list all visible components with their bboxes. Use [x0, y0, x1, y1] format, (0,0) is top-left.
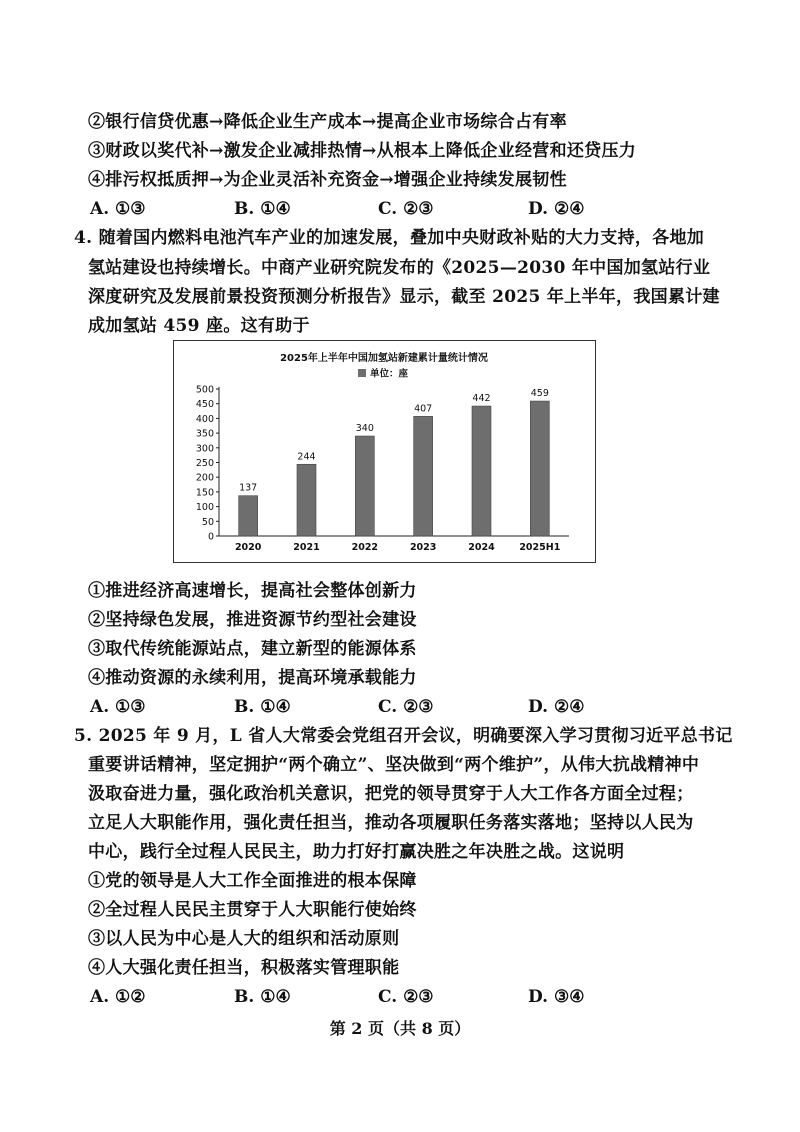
q4-statement-1: ①推进经济高速增长，提高社会整体创新力	[88, 581, 417, 601]
x-tick-label: 2023	[409, 542, 437, 553]
y-tick-label: 100	[195, 502, 214, 514]
data-label: 442	[472, 393, 491, 405]
q4-stem-line-1: 4. 随着国内燃料电池汽车产业的加速发展，叠加中央财政补贴的大力支持，各地加	[74, 228, 705, 248]
y-tick-label: 400	[195, 413, 214, 425]
q5-stem-line-3: 汲取奋进力量，强化政治机关意识，把党的领导贯穿于人大工作各方面全过程；	[88, 784, 694, 804]
y-tick-label: 450	[195, 399, 214, 411]
bar	[297, 464, 316, 536]
y-tick-label: 500	[195, 384, 214, 396]
q3-option-b[interactable]: B. ①④	[234, 199, 291, 219]
q3-statement-4: ④排污权抵质押→为企业灵活补充资金→增强企业持续发展韧性	[88, 170, 567, 190]
q4-statement-4: ④推动资源的永续利用，提高环境承载能力	[88, 668, 417, 688]
data-label: 459	[530, 388, 549, 400]
q5-stem-line-5: 中心，践行全过程人民民主，助力打好打赢决胜之年决胜之战。这说明	[88, 842, 625, 862]
q5-option-b[interactable]: B. ①④	[234, 987, 291, 1007]
q4-stem-line-4: 成加氢站 459 座。这有助于	[88, 316, 310, 336]
q4-options	[90, 695, 730, 719]
y-tick-label: 250	[195, 458, 214, 469]
data-label: 244	[297, 451, 316, 463]
chart-title: 2025年上半年中国加氢站新建累计量统计情况	[280, 353, 488, 364]
q3-statement-3: ③财政以奖代补→激发企业减排热情→从根本上降低企业经营和还贷压力	[88, 141, 637, 161]
q4-statement-2: ②坚持绿色发展，推进资源节约型社会建设	[88, 610, 417, 630]
q3-statement-2: ②银行信贷优惠→降低企业生产成本→提高企业市场综合占有率	[88, 112, 567, 132]
q3-option-d[interactable]: D. ②④	[528, 199, 585, 219]
x-tick-label: 2022	[351, 542, 379, 553]
q4-option-c[interactable]: C. ②③	[378, 697, 434, 717]
q5-statement-2: ②全过程人民民主贯穿于人大职能行使始终	[88, 900, 417, 920]
y-tick-label: 50	[201, 516, 214, 528]
q5-option-c[interactable]: C. ②③	[378, 987, 434, 1007]
q4-stem-line-3: 深度研究及发展前景投资预测分析报告》显示，截至 2025 年上半年，我国累计建	[88, 287, 720, 307]
page-footer: 第 2 页（共 8 页）	[329, 1019, 471, 1038]
bar	[472, 406, 491, 536]
q5-stem-line-2: 重要讲话精神，坚定拥护“两个确立”、坚决做到“两个维护”，从伟大抗战精神中	[88, 755, 700, 775]
q5-statement-1: ①党的领导是人大工作全面推进的根本保障	[88, 871, 417, 891]
q4-option-d[interactable]: D. ②④	[528, 697, 585, 717]
q3-option-a[interactable]: A. ①③	[90, 199, 146, 219]
q4-option-a[interactable]: A. ①③	[90, 697, 146, 717]
q3-option-c[interactable]: C. ②③	[378, 199, 434, 219]
q5-statement-3: ③以人民为中心是人大的组织和活动原则	[88, 929, 400, 949]
bar	[355, 436, 374, 536]
bar	[414, 416, 433, 536]
bar	[530, 401, 549, 536]
q5-option-d[interactable]: D. ③④	[528, 987, 585, 1007]
data-label: 137	[239, 482, 258, 494]
x-tick-label: 2021	[293, 542, 320, 553]
q5-statement-4: ④人大强化责任担当，积极落实管理职能	[88, 958, 400, 978]
x-tick-label: 2020	[234, 542, 262, 553]
q5-option-a[interactable]: A. ①②	[90, 987, 146, 1007]
y-tick-label: 200	[195, 472, 214, 484]
y-tick-label: 300	[195, 443, 214, 455]
q4-stem-line-2: 氢站建设也持续增长。中商产业研究院发布的《2025—2030 年中国加氢站行业	[88, 258, 711, 278]
data-label: 340	[355, 423, 374, 435]
q5-stem-line-4: 立足人大职能作用，强化责任担当，推动各项履职任务落实落地；坚持以人民为	[88, 813, 694, 833]
y-tick-label: 150	[195, 487, 214, 499]
legend-swatch	[358, 369, 366, 377]
y-tick-label: 350	[195, 428, 214, 440]
y-tick-label: 0	[207, 531, 214, 543]
q5-options	[90, 985, 730, 1009]
x-tick-label: 2025H1	[519, 542, 561, 553]
bar	[239, 496, 258, 536]
q3-options	[90, 197, 730, 221]
q4-statement-3: ③取代传统能源站点，建立新型的能源体系	[88, 639, 417, 659]
hydrogen-station-chart	[173, 340, 596, 563]
q4-option-b[interactable]: B. ①④	[234, 697, 291, 717]
legend-label: 单位：座	[370, 368, 409, 380]
data-label: 407	[414, 403, 433, 415]
q5-stem-line-1: 5. 2025 年 9 月，L 省人大常委会党组召开会议，明确要深入学习贯彻习近平总书记	[74, 726, 733, 746]
bar-chart-svg	[174, 341, 594, 561]
x-tick-label: 2024	[468, 542, 495, 553]
